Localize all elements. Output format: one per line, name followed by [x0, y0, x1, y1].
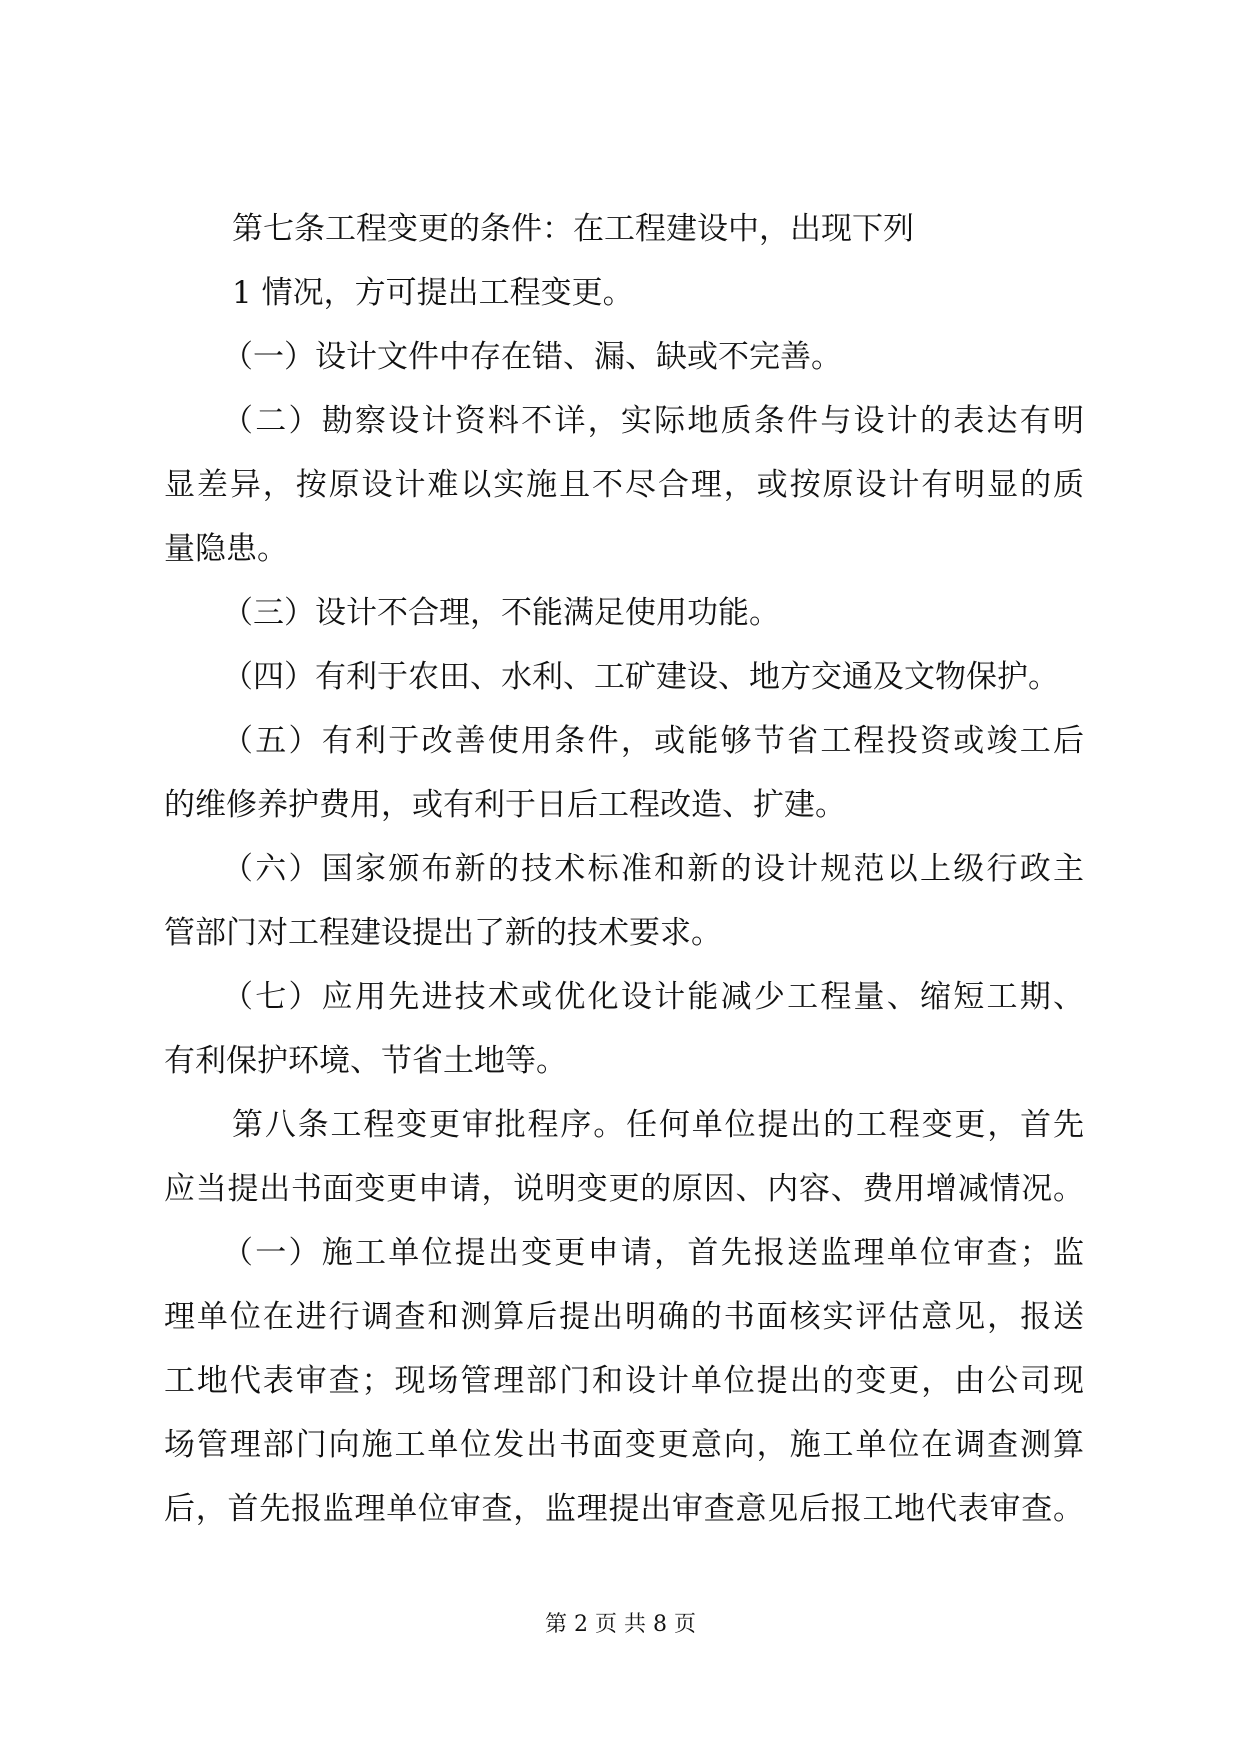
paragraph-line: 第八条工程变更审批程序。任何单位提出的工程变更，首先	[232, 1107, 1084, 1143]
paragraph-line: （七）应用先进技术或优化设计能减少工程量、缩短工期、	[222, 979, 1084, 1015]
paragraph-line: 的维修养护费用，或有利于日后工程改造、扩建。	[164, 787, 846, 823]
paragraph-line: （一）施工单位提出变更申请，首先报送监理单位审查；监	[222, 1235, 1084, 1271]
paragraph-line: 管部门对工程建设提出了新的技术要求。	[164, 915, 722, 951]
paragraph-line: 量隐患。	[164, 531, 288, 567]
page-number-footer: 第 2 页 共 8 页	[545, 1612, 696, 1637]
paragraph-line: （二）勘察设计资料不详，实际地质条件与设计的表达有明	[222, 403, 1084, 439]
paragraph-line: 理单位在进行调查和测算后提出明确的书面核实评估意见，报送	[164, 1299, 1084, 1335]
document-body	[164, 197, 1084, 1541]
paragraph-line: 工地代表审查；现场管理部门和设计单位提出的变更，由公司现	[164, 1363, 1084, 1399]
paragraph-line: （五）有利于改善使用条件，或能够节省工程投资或竣工后	[222, 723, 1084, 759]
paragraph-line: 后，首先报监理单位审查，监理提出审查意见后报工地代表审查。	[164, 1491, 1084, 1527]
paragraph-line: （一）设计文件中存在错、漏、缺或不完善。	[222, 339, 842, 375]
paragraph-line: 1 情况，方可提出工程变更。	[232, 275, 634, 311]
paragraph-line: 场管理部门向施工单位发出书面变更意向，施工单位在调查测算	[164, 1427, 1084, 1463]
paragraph-line: 第七条工程变更的条件：在工程建设中，出现下列	[232, 211, 914, 247]
paragraph-line: （三）设计不合理，不能满足使用功能。	[222, 595, 780, 631]
paragraph-line: 应当提出书面变更申请，说明变更的原因、内容、费用增减情况。	[164, 1171, 1084, 1207]
paragraph-line: （六）国家颁布新的技术标准和新的设计规范以上级行政主	[222, 851, 1084, 887]
paragraph-line: 有利保护环境、节省土地等。	[164, 1043, 567, 1079]
paragraph-line: （四）有利于农田、水利、工矿建设、地方交通及文物保护。	[222, 659, 1059, 695]
paragraph-line: 显差异，按原设计难以实施且不尽合理，或按原设计有明显的质	[164, 467, 1084, 503]
